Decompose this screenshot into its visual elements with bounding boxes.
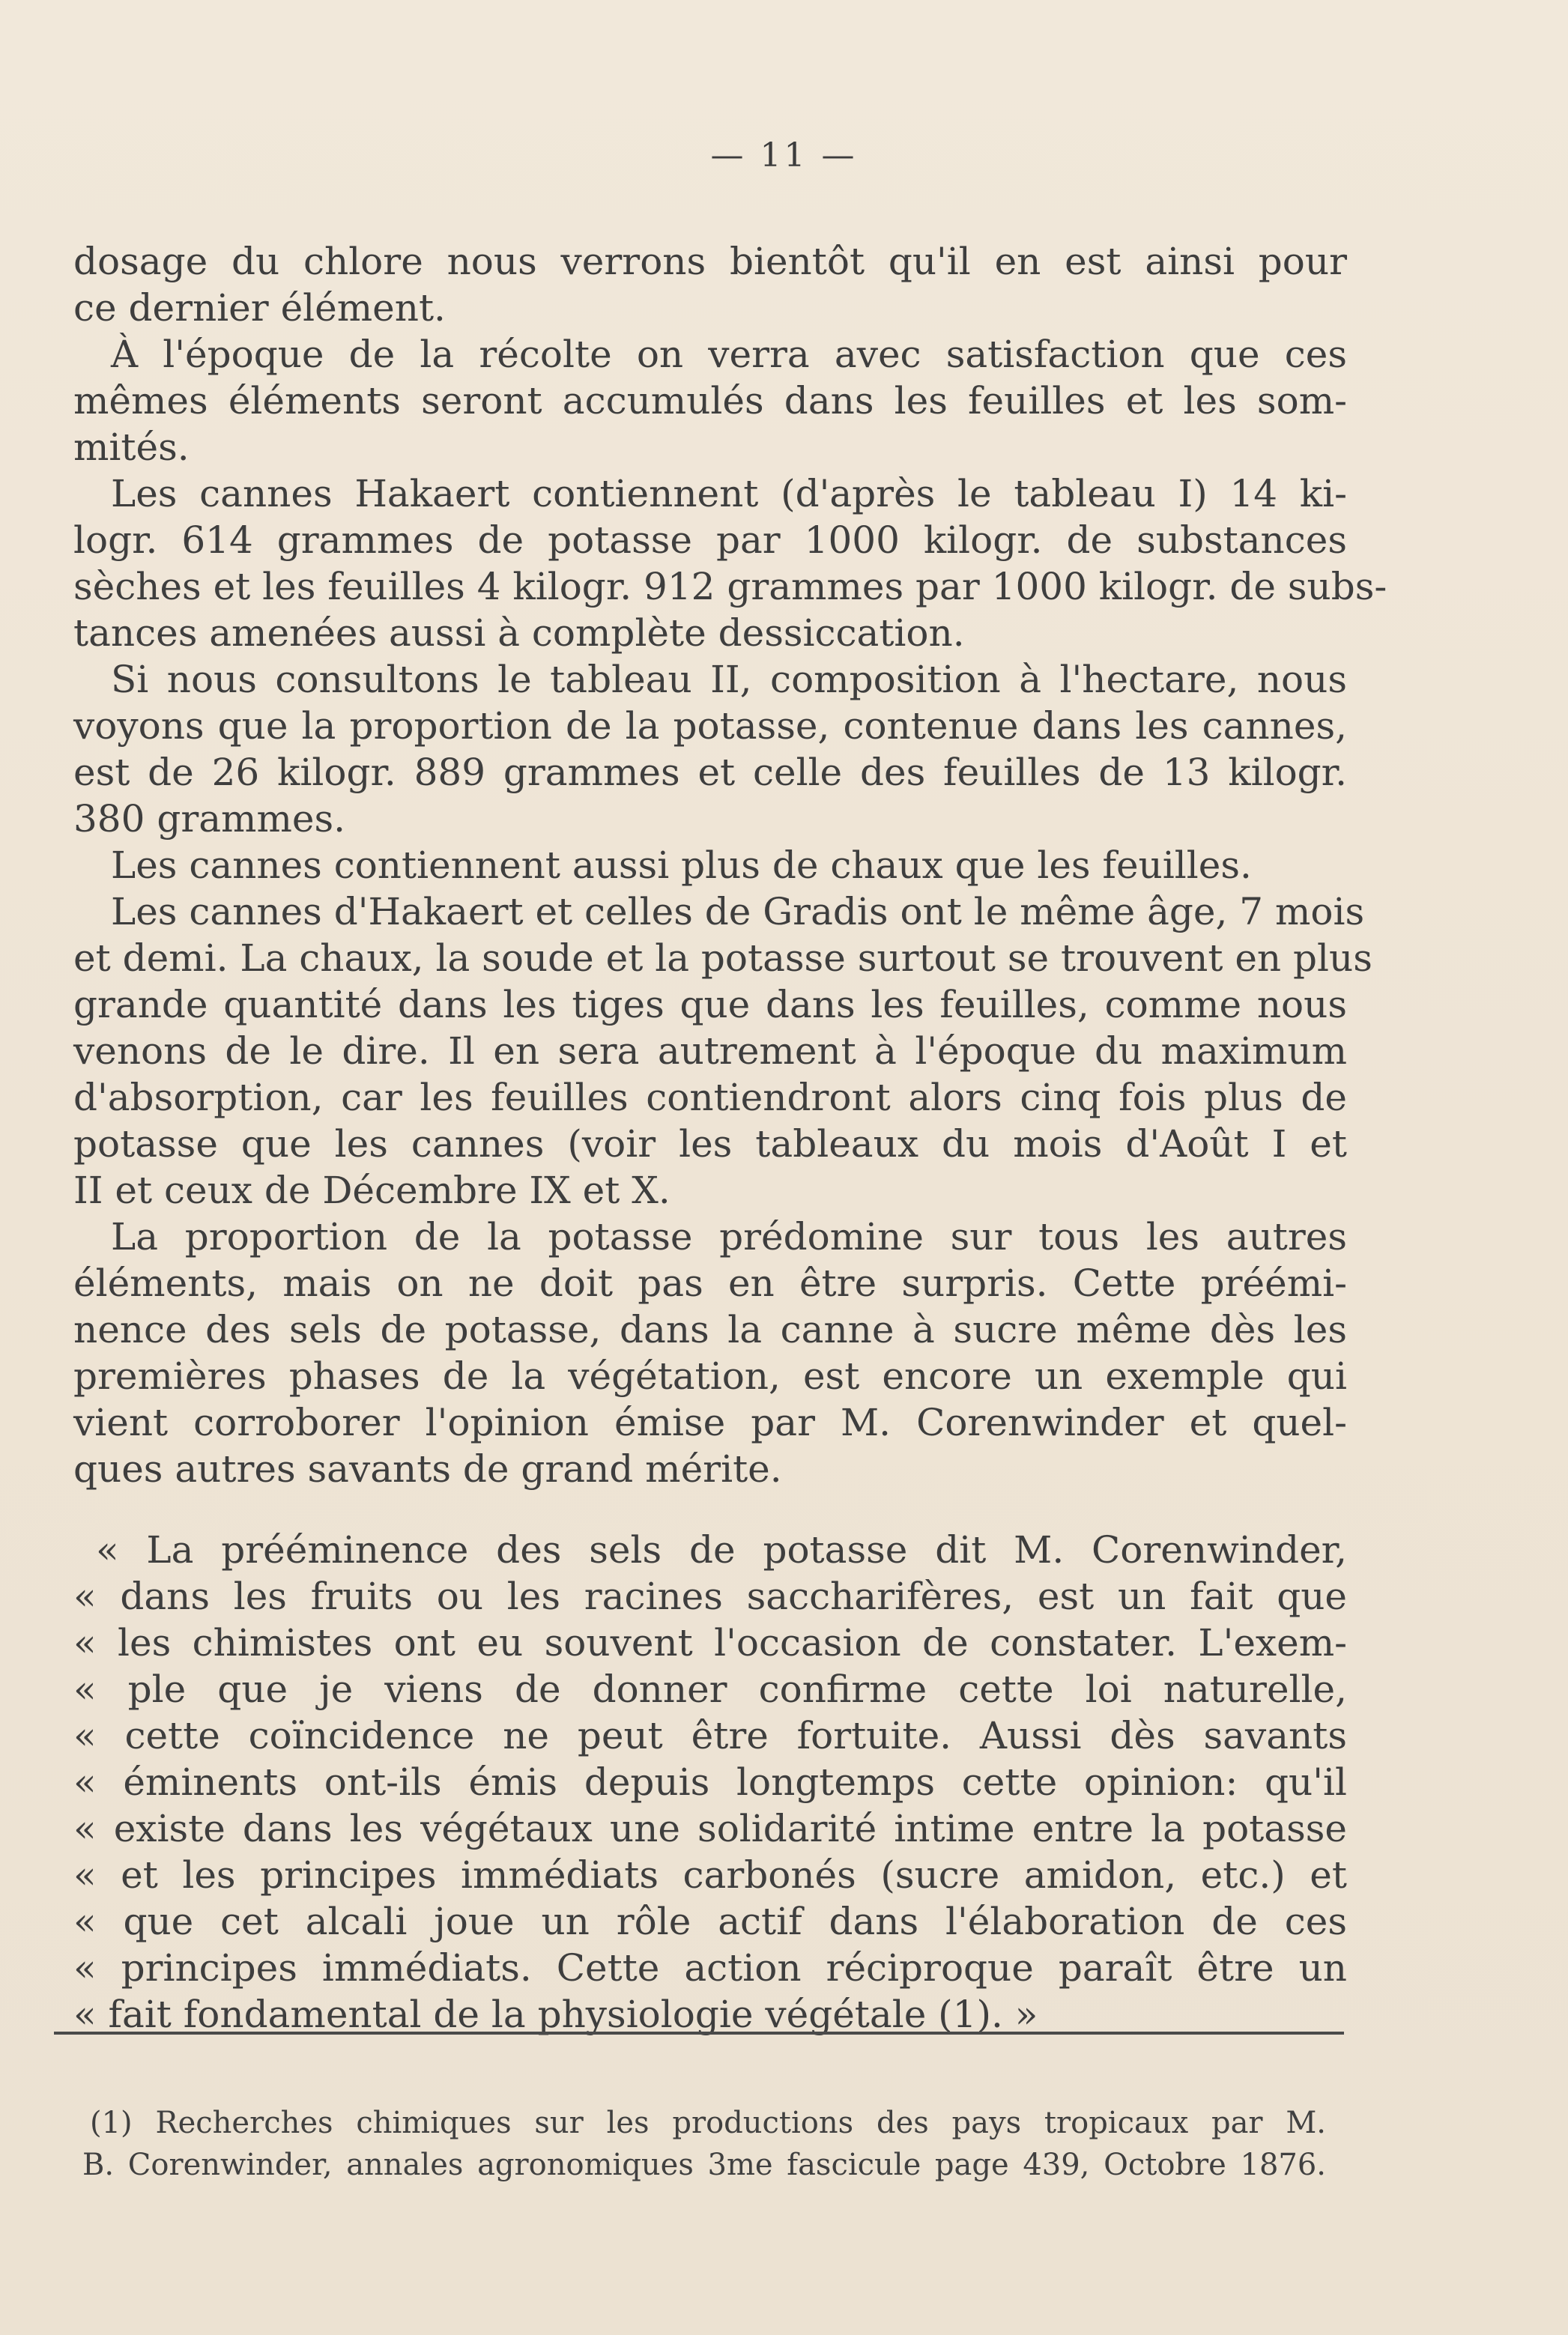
text-line: d'absorption, car les feuilles contiendront alors cinq fois plus de	[73, 1076, 1347, 1119]
text-line: La proportion de la potasse prédomine sur tous les autres	[111, 1215, 1347, 1259]
text-line: Les cannes Hakaert contiennent (d'après le tableau I) 14 ki-	[111, 472, 1347, 515]
paragraph	[73, 842, 1347, 888]
text-line: « les chimistes ont eu souvent l'occasion de constater. L'exem-	[73, 1621, 1347, 1665]
text-line: mités.	[73, 425, 190, 469]
text-line: « existe dans les végétaux une solidarité intime entre la potasse	[73, 1807, 1347, 1850]
text-line: vient corroborer l'opinion émise par M. Corenwinder et quel-	[73, 1401, 1347, 1444]
text-line: tances amenées aussi à complète dessiccation.	[73, 611, 965, 655]
quotation	[73, 1527, 1347, 2038]
text-line: premières phases de la végétation, est encore un exemple qui	[73, 1354, 1347, 1398]
page-number: — 11 —	[710, 136, 858, 175]
text-line: nence des sels de potasse, dans la canne à sucre même dès les	[73, 1308, 1347, 1351]
text-line: 380 grammes.	[73, 797, 346, 841]
text-line: « et les principes immédiats carbonés (sucre amidon, etc.) et	[73, 1853, 1347, 1897]
paragraph	[73, 331, 1347, 470]
paragraph-gap	[73, 1492, 1347, 1527]
text-line: grande quantité dans les tiges que dans les feuilles, comme nous	[73, 983, 1347, 1026]
text-line: Les cannes d'Hakaert et celles de Gradis ont le même âge, 7 mois	[111, 890, 1365, 933]
text-line: venons de le dire. Il en sera autrement à l'époque du maximum	[73, 1029, 1347, 1073]
text-line: ce dernier élément.	[73, 286, 446, 330]
paragraph	[73, 1214, 1347, 1492]
text-line: « La prééminence des sels de potasse dit M. Corenwinder,	[96, 1528, 1347, 1572]
text-line: Les cannes contiennent aussi plus de chaux que les feuilles.	[111, 844, 1252, 887]
text-line: « que cet alcali joue un rôle actif dans l'élaboration de ces	[73, 1900, 1347, 1943]
text-line: potasse que les cannes (voir les tableaux du mois d'Août I et	[73, 1122, 1347, 1166]
text-line: ques autres savants de grand mérite.	[73, 1447, 782, 1491]
text-line: « éminents ont-ils émis depuis longtemps cette opinion: qu'il	[73, 1760, 1347, 1804]
text-line: Si nous consultons le tableau II, composition à l'hectare, nous	[111, 658, 1347, 701]
paragraph	[73, 238, 1347, 331]
text-line: « ple que je viens de donner confirme cette loi naturelle,	[73, 1668, 1347, 1711]
paragraph	[73, 888, 1372, 1214]
text-line: À l'époque de la récolte on verra avec satisfaction que ces	[111, 333, 1347, 376]
text-line: logr. 614 grammes de potasse par 1000 kilogr. de substances	[73, 518, 1347, 562]
body-text	[73, 238, 1387, 2038]
footnote-line: B. Corenwinder, annales agronomiques 3me fascicule page 439, Octobre 1876.	[82, 2148, 1326, 2182]
text-line: est de 26 kilogr. 889 grammes et celle des feuilles de 13 kilogr.	[73, 751, 1347, 794]
paragraph	[73, 656, 1347, 842]
text-line: sèches et les feuilles 4 kilogr. 912 grammes par 1000 kilogr. de subs-	[73, 565, 1387, 608]
footnote-line: (1) Recherches chimiques sur les productions des pays tropicaux par M.	[90, 2106, 1326, 2140]
text-line: mêmes éléments seront accumulés dans les feuilles et les som-	[73, 379, 1347, 423]
footnote-divider	[54, 2032, 1344, 2035]
text-line: et demi. La chaux, la soude et la potasse surtout se trouvent en plus	[73, 936, 1372, 980]
text-line: II et ceux de Décembre IX et X.	[73, 1169, 671, 1212]
text-line: dosage du chlore nous verrons bientôt qu'il en est ainsi pour	[73, 240, 1347, 283]
text-line: « cette coïncidence ne peut être fortuite. Aussi dès savants	[73, 1714, 1347, 1757]
text-line: voyons que la proportion de la potasse, contenue dans les cannes,	[73, 704, 1347, 748]
text-line: éléments, mais on ne doit pas en être surpris. Cette préémi-	[73, 1262, 1347, 1305]
paragraph	[73, 470, 1387, 656]
text-line: « dans les fruits ou les racines saccharifères, est un fait que	[73, 1575, 1347, 1618]
footnote	[82, 2102, 1326, 2186]
text-line: « fait fondamental de la physiologie végétale (1). »	[73, 1993, 1038, 2036]
text-line: « principes immédiats. Cette action réciproque paraît être un	[73, 1946, 1347, 1990]
